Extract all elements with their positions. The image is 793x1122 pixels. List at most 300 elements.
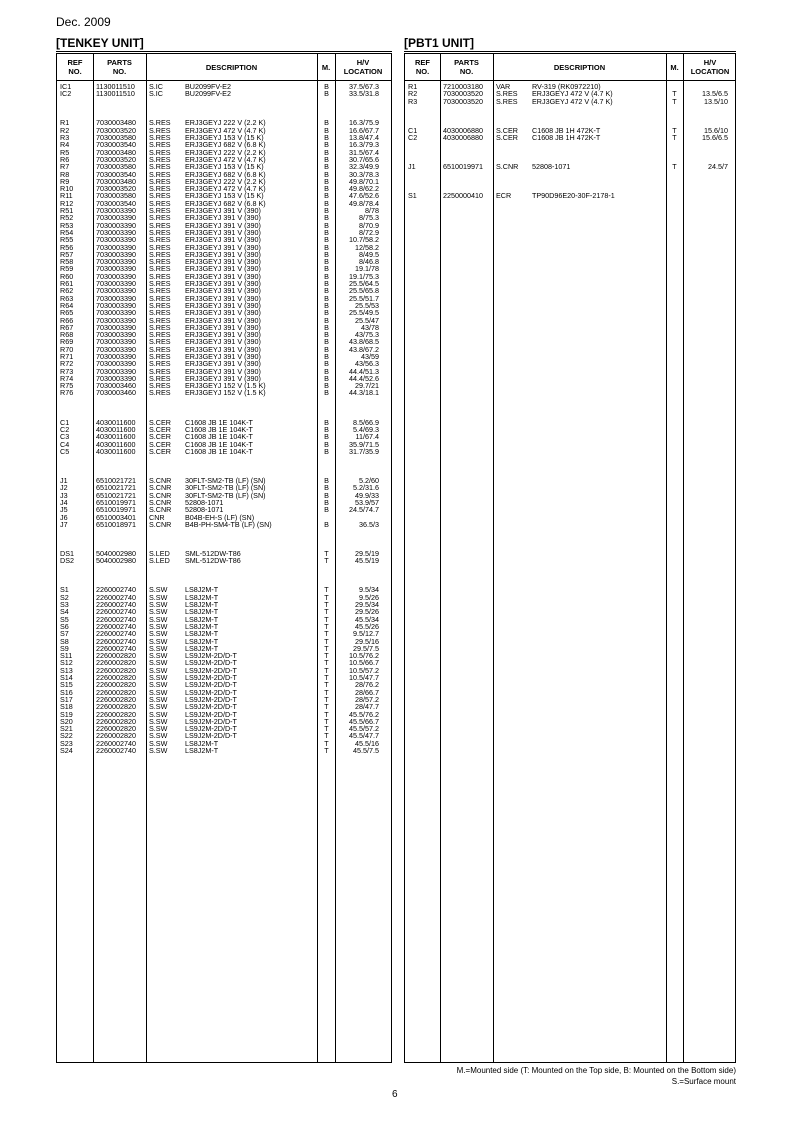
cell-type: S.CER — [149, 439, 171, 449]
cell-type: S.SW — [149, 673, 168, 683]
cell-mounted-side: B — [324, 147, 329, 157]
cell-parts-no: 7030003390 — [96, 206, 136, 216]
cell-type: S.RES — [149, 176, 171, 186]
header-parts-line1: PARTS — [454, 58, 479, 67]
cell-hv-location: 49.8/78.4 — [349, 198, 379, 208]
cell-mounted-side: B — [324, 373, 329, 383]
table-header — [405, 54, 735, 81]
cell-parts-no: 7030003390 — [96, 315, 136, 325]
cell-type: S.CNR — [149, 519, 172, 529]
cell-ref-no: R57 — [60, 249, 74, 259]
cell-parts-no: 2260002740 — [96, 643, 136, 653]
cell-parts-no: 7030003580 — [96, 133, 136, 143]
cell-type: S.RES — [149, 381, 171, 391]
cell-hv-location: 30.7/65.6 — [349, 154, 379, 164]
cell-ref-no: C3 — [60, 432, 70, 442]
spacer-row — [405, 141, 735, 148]
table-row — [57, 521, 391, 528]
cell-hv-location: 19.1/78 — [355, 264, 379, 274]
cell-hv-location: 28/76.2 — [355, 680, 379, 690]
cell-type: S.RES — [149, 308, 171, 318]
cell-ref-no: R4 — [60, 140, 70, 150]
cell-mounted-side: T — [324, 724, 329, 734]
cell-mounted-side: B — [324, 279, 329, 289]
cell-ref-no: S22 — [60, 731, 73, 741]
cell-ref-no: R76 — [60, 388, 74, 398]
header-parts-line1: PARTS — [107, 58, 132, 67]
cell-hv-location: 8/78 — [365, 206, 379, 216]
cell-parts-no: 7030003390 — [96, 300, 136, 310]
cell-description: LS8J2M-T — [185, 621, 219, 631]
cell-type: CNR — [149, 512, 165, 522]
cell-parts-no: 7030003520 — [96, 184, 136, 194]
cell-parts-no: 4030011600 — [96, 432, 136, 442]
cell-parts-no: 2260002740 — [96, 738, 136, 748]
cell-type: S.RES — [149, 198, 171, 208]
cell-mounted-side: B — [324, 490, 329, 500]
cell-parts-no: 7030003390 — [96, 330, 136, 340]
cell-parts-no: 2260002740 — [96, 629, 136, 639]
footnote-mounted-side: M.=Mounted side (T: Mounted on the Top side, B: Mounted on the Bottom side) — [456, 1066, 736, 1075]
cell-description: ERJ3GEYJ 682 V (6.8 K) — [185, 198, 266, 208]
cell-description: 30FLT-SM2-TB (LF) (SN) — [185, 490, 266, 500]
cell-ref-no: R6 — [60, 154, 70, 164]
table-row — [405, 98, 735, 105]
cell-type: S.RES — [149, 337, 171, 347]
cell-description: BU2099FV-E2 — [185, 82, 231, 91]
cell-type: S.SW — [149, 702, 168, 712]
cell-mounted-side: T — [324, 680, 329, 690]
cell-description: ERJ3GEYJ 391 V (390) — [185, 220, 261, 230]
header-hv-line2: LOCATION — [343, 67, 383, 76]
cell-type: S.RES — [149, 359, 171, 369]
cell-parts-no: 7030003460 — [96, 388, 136, 398]
cell-description: ERJ3GEYJ 472 V (4.7 K) — [185, 154, 266, 164]
cell-type: S.RES — [149, 154, 171, 164]
cell-ref-no: R62 — [60, 286, 74, 296]
table-row — [405, 163, 735, 170]
cell-type: S.SW — [149, 687, 168, 697]
cell-mounted-side: B — [324, 439, 329, 449]
cell-ref-no: S17 — [60, 694, 73, 704]
cell-parts-no: 6510003401 — [96, 512, 136, 522]
cell-parts-no: 4030011600 — [96, 424, 136, 434]
cell-ref-no: R53 — [60, 220, 74, 230]
column-divider — [683, 54, 684, 1062]
cell-ref-no: J1 — [60, 476, 68, 486]
cell-parts-no: 7030003390 — [96, 286, 136, 296]
cell-type: S.RES — [149, 227, 171, 237]
cell-type: S.RES — [149, 133, 171, 143]
cell-mounted-side: B — [324, 388, 329, 398]
cell-type: S.RES — [149, 206, 171, 216]
cell-type: S.CNR — [149, 490, 172, 500]
spacer-row — [57, 404, 391, 411]
cell-mounted-side: B — [324, 220, 329, 230]
cell-hv-location: 8/46.8 — [359, 257, 379, 267]
cell-mounted-side: B — [324, 184, 329, 194]
cell-description: C1608 JB 1H 472K-T — [532, 125, 601, 135]
cell-type: S.LED — [149, 556, 170, 566]
header-hv-location — [683, 54, 737, 80]
cell-ref-no: S4 — [60, 607, 69, 617]
cell-description: LS9J2M-2D/D-T — [185, 665, 237, 675]
cell-hv-location: 45.5/7.5 — [353, 746, 379, 756]
cell-parts-no: 1130011510 — [96, 89, 135, 99]
cell-mounted-side: B — [324, 191, 329, 201]
cell-description: LS8J2M-T — [185, 643, 219, 653]
cell-parts-no: 7030003390 — [96, 322, 136, 332]
cell-mounted-side: T — [672, 96, 677, 106]
cell-parts-no: 7030003480 — [96, 176, 136, 186]
document-date: Dec. 2009 — [56, 15, 111, 29]
cell-ref-no: R3 — [60, 133, 70, 143]
cell-type: S.SW — [149, 709, 168, 719]
spacer-row — [405, 171, 735, 178]
cell-type: S.SW — [149, 592, 168, 602]
cell-description: ERJ3GEYJ 682 V (6.8 K) — [185, 140, 266, 150]
spacer-row — [405, 178, 735, 185]
cell-parts-no: 7030003480 — [96, 118, 136, 128]
cell-mounted-side: T — [324, 716, 329, 726]
cell-parts-no: 6510019971 — [96, 505, 136, 515]
cell-hv-location: 13.5/10 — [704, 96, 728, 106]
cell-parts-no: 2260002740 — [96, 607, 136, 617]
cell-hv-location: 43/75.3 — [355, 330, 379, 340]
cell-description: ERJ3GEYJ 391 V (390) — [185, 235, 261, 245]
cell-hv-location: 9.5/12.7 — [353, 629, 379, 639]
cell-ref-no: R71 — [60, 351, 74, 361]
cell-hv-location: 24.5/7 — [708, 162, 728, 172]
cell-description: ERJ3GEYJ 222 V (2.2 K) — [185, 147, 266, 157]
cell-hv-location: 45.5/76.2 — [349, 709, 379, 719]
cell-hv-location: 25.5/53 — [355, 300, 379, 310]
cell-ref-no: S20 — [60, 716, 73, 726]
cell-mounted-side: T — [324, 549, 329, 558]
cell-parts-no: 4030011600 — [96, 439, 136, 449]
cell-parts-no: 6510019971 — [443, 162, 483, 172]
cell-hv-location: 43/59 — [361, 351, 379, 361]
cell-ref-no: J2 — [60, 483, 68, 493]
cell-type: S.IC — [149, 89, 163, 99]
cell-hv-location: 49.9/33 — [355, 490, 379, 500]
cell-type: S.RES — [149, 366, 171, 376]
cell-description: SML-512DW-T86 — [185, 549, 241, 558]
cell-ref-no: C1 — [60, 417, 70, 427]
cell-hv-location: 45.5/57.2 — [349, 724, 379, 734]
cell-hv-location: 19.1/75.3 — [349, 271, 379, 281]
cell-type: S.RES — [149, 330, 171, 340]
cell-parts-no: 4030011600 — [96, 446, 136, 456]
cell-description: LS9J2M-2D/D-T — [185, 680, 237, 690]
cell-mounted-side: T — [324, 673, 329, 683]
cell-mounted-side: T — [672, 133, 677, 143]
cell-hv-location: 9.5/34 — [359, 585, 379, 595]
cell-parts-no: 2260002740 — [96, 600, 136, 610]
header-m-label: M. — [670, 62, 679, 72]
cell-parts-no: 4030011600 — [96, 417, 136, 427]
cell-ref-no: R1 — [60, 118, 70, 128]
cell-hv-location: 29.5/34 — [355, 600, 379, 610]
cell-hv-location: 35.9/71.5 — [349, 439, 379, 449]
cell-type: S.RES — [496, 89, 518, 99]
cell-type: S.RES — [149, 315, 171, 325]
cell-hv-location: 30.3/78.3 — [349, 169, 379, 179]
cell-hv-location: 12/58.2 — [355, 242, 379, 252]
cell-hv-location: 44.4/51.3 — [349, 366, 379, 376]
header-description-label: DESCRIPTION — [205, 62, 258, 72]
spacer-row — [57, 572, 391, 579]
cell-type: S.SW — [149, 746, 168, 756]
cell-type: S.CNR — [149, 476, 172, 486]
cell-hv-location: 45.5/47.7 — [349, 731, 379, 741]
cell-mounted-side: T — [324, 731, 329, 741]
cell-ref-no: C4 — [60, 439, 70, 449]
cell-parts-no: 2260002740 — [96, 636, 136, 646]
cell-parts-no: 7030003390 — [96, 249, 136, 259]
cell-type: S.RES — [149, 213, 171, 223]
cell-parts-no: 7030003540 — [96, 140, 136, 150]
cell-parts-no: 7030003520 — [443, 89, 483, 99]
cell-ref-no: R12 — [60, 198, 74, 208]
cell-ref-no: S16 — [60, 687, 73, 697]
header-hv-line1: H/V — [703, 58, 717, 67]
cell-type: S.RES — [149, 271, 171, 281]
cell-ref-no: S21 — [60, 724, 73, 734]
table-row — [57, 389, 391, 396]
cell-description: ERJ3GEYJ 472 V (4.7 K) — [185, 184, 266, 194]
cell-parts-no: 4030006880 — [443, 133, 483, 143]
cell-mounted-side: T — [324, 600, 329, 610]
cell-ref-no: R8 — [60, 169, 70, 179]
cell-parts-no: 7030003580 — [96, 162, 136, 172]
cell-parts-no: 6510019971 — [96, 497, 136, 507]
column-divider — [666, 54, 667, 1062]
cell-parts-no: 7210003180 — [443, 82, 483, 91]
cell-type: S.RES — [149, 184, 171, 194]
cell-description: ERJ3GEYJ 391 V (390) — [185, 300, 261, 310]
cell-ref-no: S13 — [60, 665, 73, 675]
cell-mounted-side: B — [324, 125, 329, 135]
cell-ref-no: R55 — [60, 235, 74, 245]
tenkey-table-body — [57, 83, 391, 754]
tenkey-unit-title: [TENKEY UNIT] — [56, 36, 392, 52]
cell-type: S.RES — [149, 264, 171, 274]
cell-ref-no: R63 — [60, 293, 74, 303]
cell-hv-location: 5.2/31.6 — [353, 483, 379, 493]
cell-hv-location: 29.5/26 — [355, 607, 379, 617]
cell-ref-no: R52 — [60, 213, 74, 223]
cell-description: ERJ3GEYJ 391 V (390) — [185, 373, 261, 383]
cell-parts-no: 1130011510 — [96, 82, 135, 91]
cell-mounted-side: B — [324, 417, 329, 427]
cell-description: LS9J2M-2D/D-T — [185, 658, 237, 668]
header-ref-line1: REF — [67, 58, 83, 67]
cell-description: LS8J2M-T — [185, 585, 219, 595]
cell-description: C1608 JB 1H 472K-T — [532, 133, 601, 143]
cell-ref-no: S1 — [60, 585, 69, 595]
table-header — [57, 54, 391, 81]
cell-ref-no: S11 — [60, 651, 73, 661]
spacer-row — [405, 112, 735, 119]
cell-description: LS9J2M-2D/D-T — [185, 731, 237, 741]
cell-description: B4B-PH-SM4-TB (LF) (SN) — [185, 519, 272, 529]
cell-hv-location: 10.5/76.2 — [349, 651, 379, 661]
cell-mounted-side: T — [324, 738, 329, 748]
cell-mounted-side: B — [324, 176, 329, 186]
cell-type: S.RES — [149, 351, 171, 361]
cell-parts-no: 2260002740 — [96, 614, 136, 624]
cell-hv-location: 10.7/58.2 — [349, 235, 379, 245]
cell-mounted-side: B — [324, 337, 329, 347]
cell-description: ERJ3GEYJ 391 V (390) — [185, 249, 261, 259]
cell-mounted-side: B — [324, 359, 329, 369]
cell-mounted-side: T — [324, 694, 329, 704]
cell-description: TP90D96E20-30F-2178-1 — [532, 191, 615, 201]
cell-mounted-side: B — [324, 140, 329, 150]
cell-mounted-side: T — [324, 658, 329, 668]
cell-description: C1608 JB 1E 104K-T — [185, 446, 253, 456]
spacer-row — [57, 455, 391, 462]
cell-mounted-side: T — [672, 89, 677, 99]
header-ref-line2: NO. — [415, 67, 430, 76]
cell-description: ERJ3GEYJ 152 V (1.5 K) — [185, 388, 266, 398]
cell-ref-no: J7 — [60, 519, 68, 529]
cell-parts-no: 2260002740 — [96, 621, 136, 631]
cell-ref-no: S12 — [60, 658, 73, 668]
table-row — [57, 557, 391, 564]
cell-type: S.CNR — [149, 483, 172, 493]
cell-ref-no: S6 — [60, 621, 69, 631]
cell-mounted-side: B — [324, 351, 329, 361]
cell-ref-no: R2 — [408, 89, 418, 99]
cell-mounted-side: B — [324, 293, 329, 303]
cell-mounted-side: T — [324, 629, 329, 639]
cell-hv-location: 45.5/34 — [355, 614, 379, 624]
cell-description: 52808-1071 — [185, 505, 224, 515]
header-description — [146, 54, 317, 80]
cell-type: S.RES — [149, 293, 171, 303]
cell-ref-no: R72 — [60, 359, 74, 369]
cell-mounted-side: B — [324, 118, 329, 128]
cell-description: LS8J2M-T — [185, 738, 219, 748]
cell-ref-no: S23 — [60, 738, 73, 748]
cell-hv-location: 16.6/67.7 — [349, 125, 379, 135]
cell-type: ECR — [496, 191, 512, 201]
cell-ref-no: R10 — [60, 184, 74, 194]
cell-type: S.RES — [496, 96, 518, 106]
cell-parts-no: 7030003460 — [96, 381, 136, 391]
cell-mounted-side: T — [324, 592, 329, 602]
header-mounted-side — [317, 54, 335, 80]
cell-ref-no: R56 — [60, 242, 74, 252]
cell-mounted-side: B — [324, 169, 329, 179]
cell-ref-no: R64 — [60, 300, 74, 310]
cell-description: ERJ3GEYJ 391 V (390) — [185, 242, 261, 252]
pbt1-table-body — [405, 83, 735, 200]
cell-mounted-side: B — [324, 476, 329, 486]
cell-hv-location: 49.8/70.1 — [349, 176, 379, 186]
cell-parts-no: 7030003390 — [96, 373, 136, 383]
cell-ref-no: C5 — [60, 446, 70, 456]
cell-description: LS9J2M-2D/D-T — [185, 673, 237, 683]
cell-description: ERJ3GEYJ 391 V (390) — [185, 271, 261, 281]
header-hv-line2: LOCATION — [690, 67, 730, 76]
cell-ref-no: R73 — [60, 366, 74, 376]
cell-ref-no: S14 — [60, 673, 73, 683]
cell-hv-location: 45.5/66.7 — [349, 716, 379, 726]
cell-mounted-side: B — [324, 497, 329, 507]
cell-parts-no: 2260002820 — [96, 680, 136, 690]
spacer-row — [57, 535, 391, 542]
cell-hv-location: 44.3/18.1 — [349, 388, 379, 398]
spacer-row — [405, 149, 735, 156]
cell-description: C1608 JB 1E 104K-T — [185, 424, 253, 434]
cell-description: 52808-1071 — [532, 162, 571, 172]
cell-hv-location: 8/70.9 — [359, 220, 379, 230]
cell-type: S.RES — [149, 125, 171, 135]
cell-description: ERJ3GEYJ 391 V (390) — [185, 344, 261, 354]
cell-parts-no: 7030003390 — [96, 279, 136, 289]
cell-type: S.RES — [149, 388, 171, 398]
spacer-row — [57, 105, 391, 112]
cell-type: S.CNR — [149, 505, 172, 515]
cell-ref-no: S1 — [408, 191, 417, 201]
cell-mounted-side: B — [324, 519, 329, 529]
cell-parts-no: 2260002820 — [96, 673, 136, 683]
cell-ref-no: R3 — [408, 96, 418, 106]
cell-hv-location: 29.7/21 — [355, 381, 379, 391]
header-description-label: DESCRIPTION — [553, 62, 606, 72]
cell-ref-no: DS2 — [60, 556, 74, 566]
header-ref-line2: NO. — [68, 67, 82, 76]
cell-hv-location: 37.5/67.3 — [349, 82, 379, 91]
cell-ref-no: R65 — [60, 308, 74, 318]
cell-description: ERJ3GEYJ 391 V (390) — [185, 206, 261, 216]
cell-mounted-side: B — [324, 257, 329, 267]
cell-ref-no: S24 — [60, 746, 73, 756]
cell-hv-location: 45.5/19 — [355, 556, 379, 566]
cell-mounted-side: T — [324, 607, 329, 617]
cell-description: ERJ3GEYJ 153 V (15 K) — [185, 191, 264, 201]
cell-hv-location: 53.9/57 — [355, 497, 379, 507]
cell-description: RV-319 (RK0972210) — [532, 82, 601, 91]
cell-hv-location: 10.5/47.7 — [349, 673, 379, 683]
cell-description: BU2099FV-E2 — [185, 89, 231, 99]
cell-description: LS8J2M-T — [185, 746, 219, 756]
cell-type: S.CER — [149, 446, 171, 456]
cell-description: ERJ3GEYJ 153 V (15 K) — [185, 162, 264, 172]
cell-mounted-side: T — [324, 709, 329, 719]
cell-description: ERJ3GEYJ 391 V (390) — [185, 213, 261, 223]
cell-description: LS9J2M-2D/D-T — [185, 651, 237, 661]
cell-type: S.SW — [149, 600, 168, 610]
cell-ref-no: R66 — [60, 315, 74, 325]
header-ref-no — [405, 54, 440, 80]
cell-description: LS9J2M-2D/D-T — [185, 716, 237, 726]
cell-description: LS8J2M-T — [185, 600, 219, 610]
cell-hv-location: 31.5/67.4 — [349, 147, 379, 157]
cell-ref-no: R54 — [60, 227, 74, 237]
column-divider — [493, 54, 494, 1062]
spacer-row — [57, 98, 391, 105]
cell-description: ERJ3GEYJ 391 V (390) — [185, 315, 261, 325]
header-m-label: M. — [321, 62, 331, 72]
cell-parts-no: 7030003390 — [96, 235, 136, 245]
cell-mounted-side: B — [324, 483, 329, 493]
cell-mounted-side: T — [324, 636, 329, 646]
cell-ref-no: R5 — [60, 147, 70, 157]
